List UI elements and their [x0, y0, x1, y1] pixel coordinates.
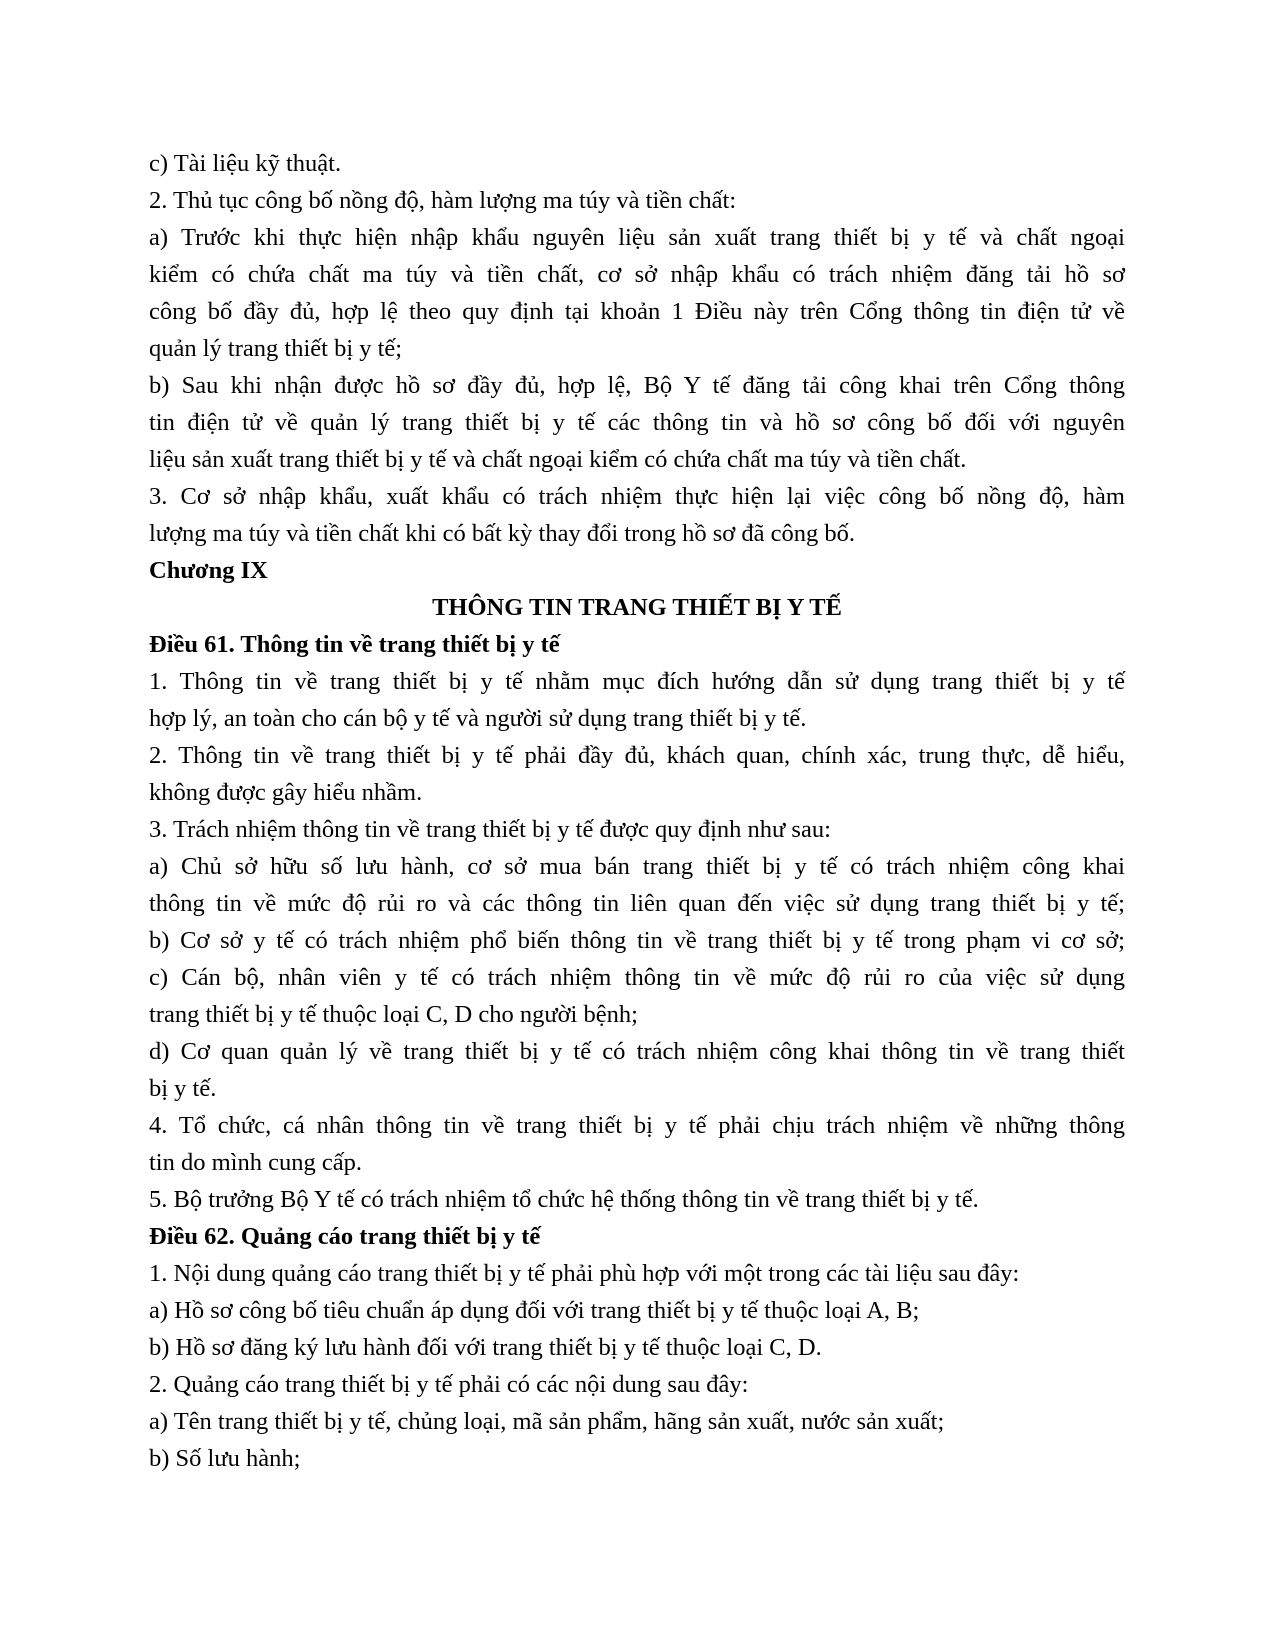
text-line: trang thiết bị y tế thuộc loại C, D cho người bệnh;	[149, 1001, 638, 1028]
text-line: hợp lý, an toàn cho cán bộ y tế và người sử dụng trang thiết bị y tế.	[149, 705, 807, 732]
text-line: b) Sau khi nhận được hồ sơ đầy đủ, hợp lệ, Bộ Y tế đăng tải công khai trên Cổng thông	[149, 372, 1125, 399]
text-line: tin điện tử về quản lý trang thiết bị y tế các thông tin và hồ sơ công bố đối với nguyên	[149, 409, 1125, 436]
text-line: 3. Trách nhiệm thông tin về trang thiết bị y tế được quy định như sau:	[149, 816, 831, 843]
text-line: quản lý trang thiết bị y tế;	[149, 335, 403, 362]
text-line: không được gây hiểu nhầm.	[149, 779, 423, 806]
text-line: kiểm có chứa chất ma túy và tiền chất, cơ sở nhập khẩu có trách nhiệm đăng tải hồ sơ	[149, 261, 1125, 288]
text-line: a) Trước khi thực hiện nhập khẩu nguyên liệu sản xuất trang thiết bị y tế và chất ngoại	[149, 224, 1125, 251]
text-line: công bố đầy đủ, hợp lệ theo quy định tại khoản 1 Điều này trên Cổng thông tin điện tử về	[149, 298, 1125, 325]
chapter-title: THÔNG TIN TRANG THIẾT BỊ Y TẾ	[432, 594, 842, 621]
text-line: a) Hồ sơ công bố tiêu chuẩn áp dụng đối với trang thiết bị y tế thuộc loại A, B;	[149, 1297, 920, 1324]
text-line: 1. Thông tin về trang thiết bị y tế nhằm mục đích hướng dẫn sử dụng trang thiết bị y tế	[149, 668, 1125, 695]
text-line: 4. Tổ chức, cá nhân thông tin về trang thiết bị y tế phải chịu trách nhiệm về những thông	[149, 1112, 1125, 1139]
text-line: 5. Bộ trưởng Bộ Y tế có trách nhiệm tổ chức hệ thống thông tin về trang thiết bị y tế.	[149, 1186, 979, 1213]
text-line: b) Cơ sở y tế có trách nhiệm phổ biến thông tin về trang thiết bị y tế trong phạm vi cơ sở;	[149, 927, 1125, 954]
text-line: thông tin về mức độ rủi ro và các thông tin liên quan đến việc sử dụng trang thiết bị y tế;	[149, 890, 1125, 917]
article-heading: Điều 62. Quảng cáo trang thiết bị y tế	[149, 1223, 541, 1250]
text-line: b) Số lưu hành;	[149, 1445, 301, 1472]
text-line: bị y tế.	[149, 1075, 217, 1102]
text-line: 1. Nội dung quảng cáo trang thiết bị y tế phải phù hợp với một trong các tài liệu sau đây:	[149, 1260, 1020, 1287]
text-line: a) Tên trang thiết bị y tế, chủng loại, mã sản phẩm, hãng sản xuất, nước sản xuất;	[149, 1408, 945, 1435]
text-line: 2. Quảng cáo trang thiết bị y tế phải có các nội dung sau đây:	[149, 1371, 749, 1398]
text-line: liệu sản xuất trang thiết bị y tế và chất ngoại kiểm có chứa chất ma túy và tiền chất.	[149, 446, 967, 473]
document-page	[149, 145, 1125, 1477]
text-line: c) Tài liệu kỹ thuật.	[149, 150, 342, 177]
text-line: a) Chủ sở hữu số lưu hành, cơ sở mua bán trang thiết bị y tế có trách nhiệm công khai	[149, 853, 1125, 880]
chapter-heading: Chương IX	[149, 557, 268, 584]
text-line: 3. Cơ sở nhập khẩu, xuất khẩu có trách nhiệm thực hiện lại việc công bố nồng độ, hàm	[149, 483, 1125, 510]
text-line: 2. Thông tin về trang thiết bị y tế phải đầy đủ, khách quan, chính xác, trung thực, dễ hiểu,	[149, 742, 1125, 769]
text-line: c) Cán bộ, nhân viên y tế có trách nhiệm thông tin về mức độ rủi ro của việc sử dụng	[149, 964, 1125, 991]
text-line: tin do mình cung cấp.	[149, 1149, 362, 1176]
text-line: b) Hồ sơ đăng ký lưu hành đối với trang thiết bị y tế thuộc loại C, D.	[149, 1334, 822, 1361]
text-line: lượng ma túy và tiền chất khi có bất kỳ thay đổi trong hồ sơ đã công bố.	[149, 520, 856, 547]
text-line: 2. Thủ tục công bố nồng độ, hàm lượng ma túy và tiền chất:	[149, 187, 737, 214]
text-line: d) Cơ quan quản lý về trang thiết bị y tế có trách nhiệm công khai thông tin về trang thiết	[149, 1038, 1125, 1065]
article-heading: Điều 61. Thông tin về trang thiết bị y tế	[149, 631, 560, 658]
